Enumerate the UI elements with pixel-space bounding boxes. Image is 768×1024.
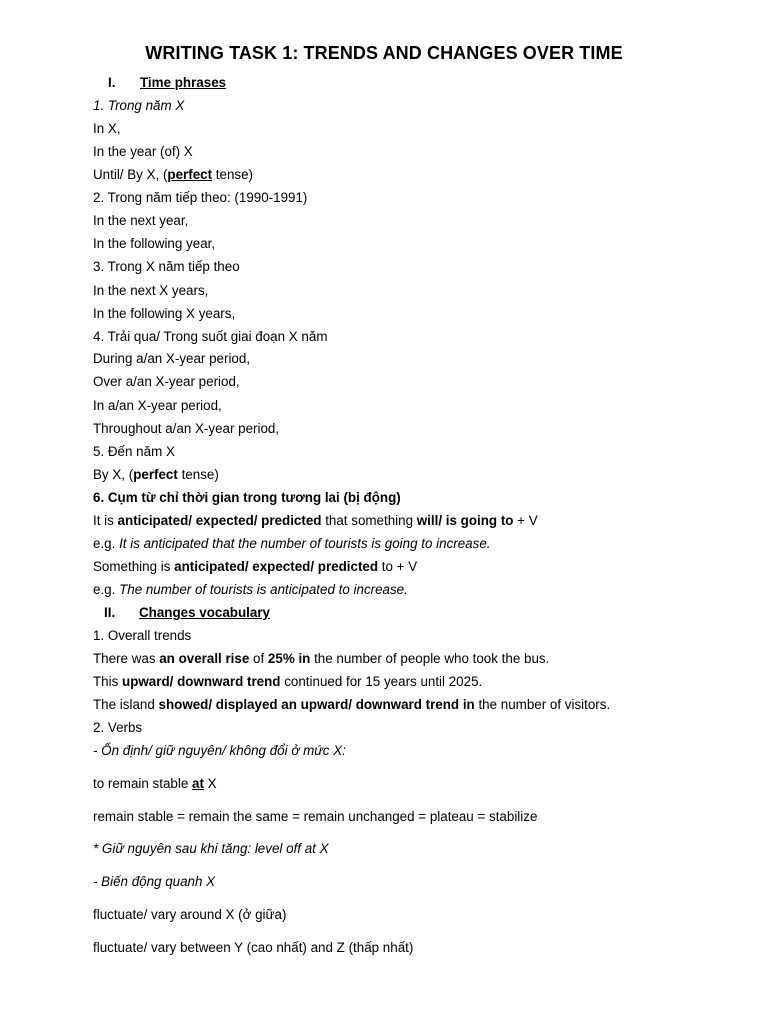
bold-text: will/ is going to [416, 513, 514, 528]
text-line [93, 674, 482, 690]
text-line [93, 874, 215, 890]
section-title: Time phrases [140, 75, 227, 90]
text-span: that something [321, 513, 417, 528]
text-span: There was [93, 651, 160, 666]
text-line [93, 743, 346, 759]
text-line: 4. Trải qua/ Trong suốt giai đoạn X năm [93, 329, 328, 344]
text-span: e.g. [93, 536, 120, 551]
text-span: continued for 15 years until 2025. [280, 674, 483, 689]
text-span: tense) [212, 167, 254, 182]
text-span: By X, ( [93, 467, 134, 482]
text-span: to remain stable [93, 776, 192, 791]
text-line: fluctuate/ vary around X (ở giữa) [93, 907, 287, 922]
underlined-bold-text: at [192, 776, 204, 791]
text-line: 1. Overall trends [93, 628, 192, 643]
text-span: The island [93, 697, 159, 712]
text-line: In the next year, [93, 213, 189, 228]
text-span: + V [513, 513, 538, 528]
heading-line [93, 98, 184, 114]
text-line [93, 467, 219, 483]
text-span: to + V [378, 559, 418, 574]
bold-text: anticipated/ expected/ predicted [174, 559, 379, 574]
text-line [93, 513, 538, 529]
section-number: II. [104, 605, 116, 620]
text-line: In the following X years, [93, 306, 236, 321]
text-line: Throughout a/an X-year period, [93, 421, 280, 436]
italic-text: - Biến động quanh X [93, 874, 216, 889]
text-line: Over a/an X-year period, [93, 374, 240, 389]
example-line [93, 582, 408, 598]
section-title: Changes vocabulary [139, 605, 270, 620]
text-line [93, 841, 329, 857]
text-line: 3. Trong X năm tiếp theo [93, 259, 240, 274]
text-span: of [249, 651, 268, 666]
bold-text: upward/ downward trend [122, 674, 281, 689]
section-number: I. [108, 75, 116, 90]
italic-text: The number of tourists is anticipated to increase. [119, 582, 408, 597]
example-line [93, 536, 490, 552]
text-line [93, 697, 610, 713]
text-line: In the next X years, [93, 283, 209, 298]
text-line: fluctuate/ vary between Y (cao nhất) and Z (thấp nhất) [93, 940, 414, 955]
italic-text: 1. Trong năm X [93, 98, 185, 113]
text-line: 2. Verbs [93, 720, 143, 735]
text-span: Something is [93, 559, 175, 574]
document-title: WRITING TASK 1: TRENDS AND CHANGES OVER TIME [145, 43, 623, 63]
text-span: X [203, 776, 217, 791]
text-line: During a/an X-year period, [93, 351, 251, 366]
text-span: the number of visitors. [474, 697, 611, 712]
text-line: remain stable = remain the same = remain unchanged = plateau = stabilize [93, 809, 538, 824]
text-span: This [93, 674, 123, 689]
text-line: In a/an X-year period, [93, 398, 222, 413]
italic-text: * Giữ nguyên sau khi tăng: level off at X [93, 841, 329, 856]
text-line [93, 490, 401, 506]
text-line: 5. Đến năm X [93, 444, 175, 459]
text-line: In X, [93, 121, 121, 136]
text-line: In the year (of) X [93, 144, 193, 159]
bold-text: an overall rise [159, 651, 250, 666]
text-line [93, 167, 253, 183]
text-span: Until/ By X, ( [93, 167, 168, 182]
bold-text: perfect [133, 467, 178, 482]
text-span: It is [93, 513, 118, 528]
text-line: In the following year, [93, 236, 216, 251]
bold-text: anticipated/ expected/ predicted [117, 513, 322, 528]
text-line: 2. Trong năm tiếp theo: (1990-1991) [93, 190, 308, 205]
italic-text: It is anticipated that the number of tourists is going to increase. [119, 536, 491, 551]
bold-text: 25% in [267, 651, 311, 666]
text-span: e.g. [93, 582, 120, 597]
italic-text: - Ổn định/ giữ nguyên/ không đổi ở mức X: [93, 743, 346, 758]
text-line [93, 651, 549, 667]
underlined-bold-text: perfect [167, 167, 213, 182]
text-span: tense) [177, 467, 219, 482]
bold-text: showed/ displayed an upward/ downward trend in [158, 697, 475, 712]
text-span: the number of people who took the bus. [310, 651, 550, 666]
text-line [93, 559, 417, 575]
bold-text: 6. Cụm từ chỉ thời gian trong tương lai (bị động) [93, 490, 401, 505]
text-line [93, 776, 217, 792]
